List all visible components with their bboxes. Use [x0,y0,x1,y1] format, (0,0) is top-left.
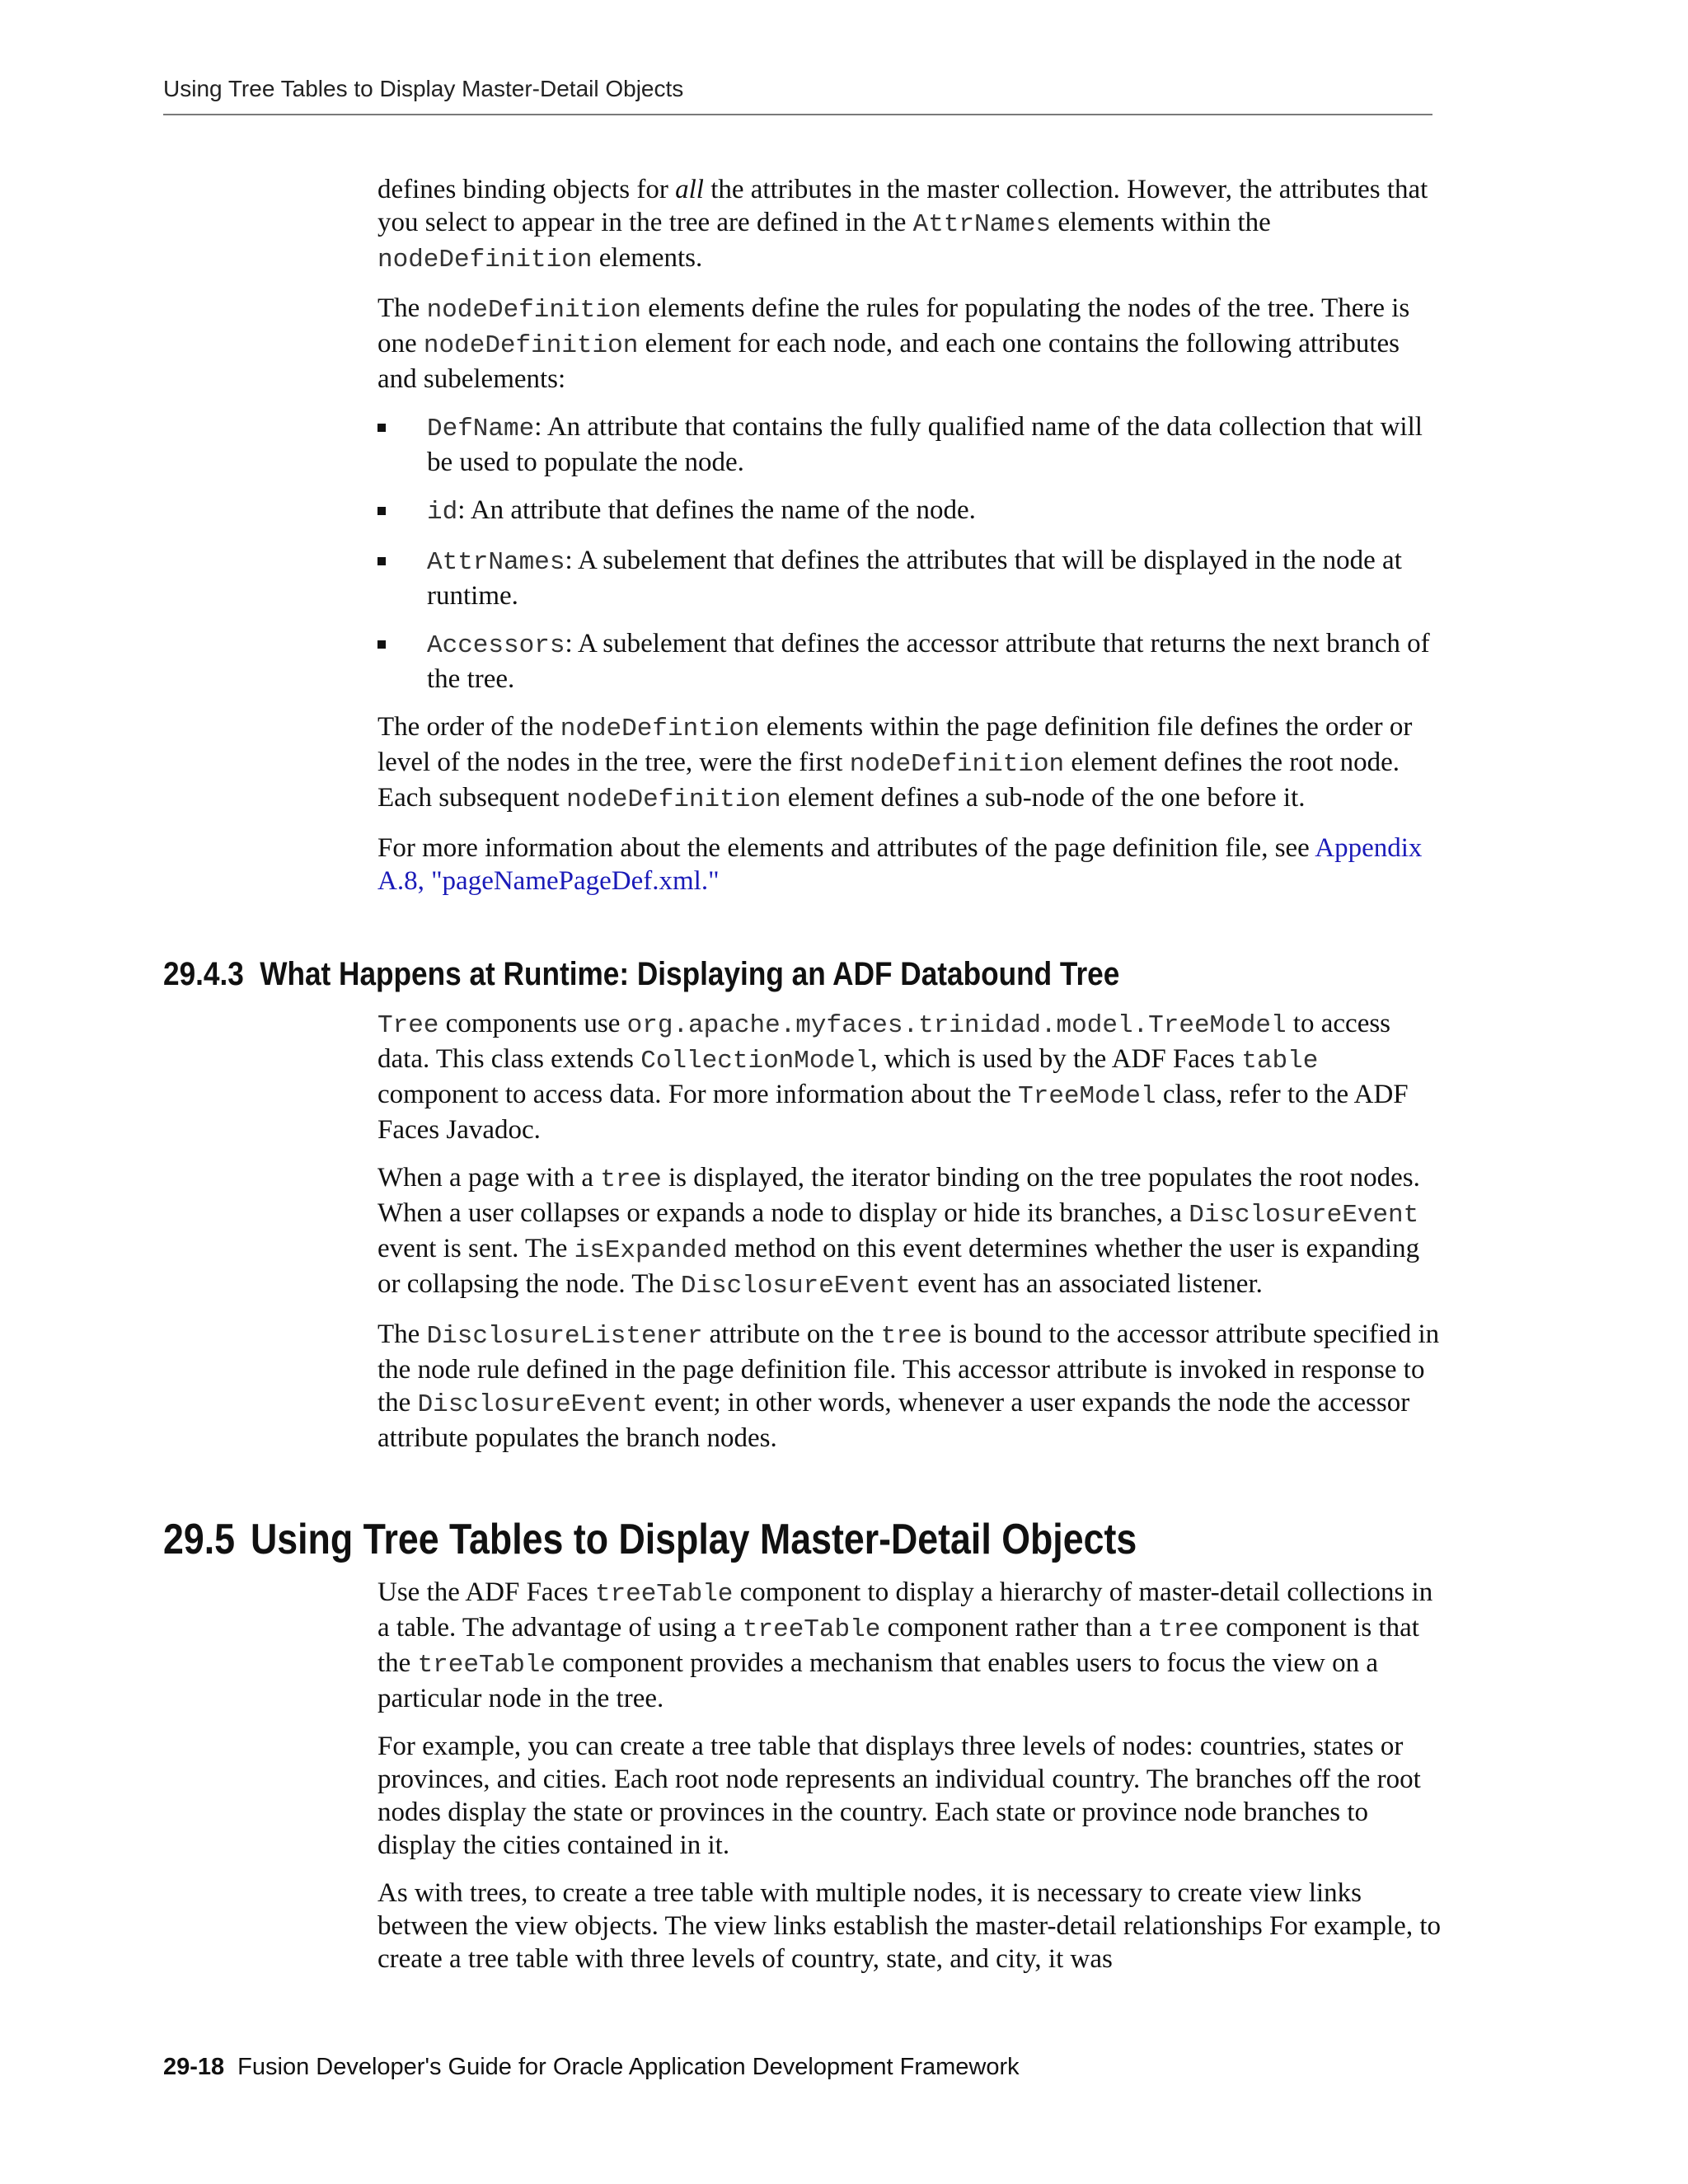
section-29-5-body [377,1576,1441,1975]
code-term: treeTable [742,1615,881,1644]
list-item: AttrNames: A subelement that defines the attributes that will be displayed in the node at runtime. [377,544,1441,612]
bullet-marker [377,557,386,565]
code-term: DisclosureEvent [680,1272,911,1301]
paragraph: The DisclosureListener attribute on the tree is bound to the accessor attribute specified in the node rule defined in the page definition file. This accessor attribute is invoked in response to the DisclosureEvent event; in other words, whenever a user expands the node the accessor attribute populates the branch nodes. [377,1319,1440,1453]
code-term: tree [600,1165,662,1194]
code-term: nodeDefinition [423,331,639,360]
bullet-marker [377,424,386,432]
code-term: CollectionModel [640,1047,871,1076]
code-term: Accessors [427,631,565,660]
page-number: 29-18 [163,2054,225,2080]
continued-text-block [377,173,1441,898]
code-term: isExpanded [574,1236,728,1265]
bullet-marker [377,507,386,515]
code-term: AttrNames [427,548,565,577]
code-term: nodeDefintion [560,715,760,743]
paragraph: When a page with a tree is displayed, the iterator binding on the tree populates the root nodes. When a user collapses or expands a node to display or hide its branches, a DisclosureEvent event is sent. The isExpanded method on this event determines whether the user is expanding or collapsing the node. The DisclosureEvent event has an associated listener. [377,1163,1420,1301]
list-item: DefName: An attribute that contains the fully qualified name of the data collection that will be used to populate the node. [377,410,1441,479]
paragraph: Tree components use org.apache.myfaces.trinidad.model.TreeModel to access data. This class extends CollectionModel, which is used by the ADF Faces table component to access data. For more information about the TreeModel class, refer to the ADF Faces Javadoc. [377,1009,1409,1145]
code-term: DisclosureEvent [417,1390,648,1419]
code-term: nodeDefinition [849,750,1065,779]
code-term: treeTable [594,1580,734,1609]
code-term: Tree [377,1011,439,1040]
code-term: tree [1157,1615,1220,1644]
code-term: DisclosureListener [426,1322,703,1351]
code-term: TreeModel [1018,1082,1156,1111]
section-heading-29-4-3: 29.4.3 What Happens at Runtime: Displaying an ADF Databound Tree [163,956,1120,992]
code-term: treeTable [417,1651,556,1680]
code-term: nodeDefinition [566,785,781,814]
code-term: nodeDefinition [377,246,593,274]
code-term: org.apache.myfaces.trinidad.model.TreeModel [626,1011,1287,1040]
code-term: id [427,498,458,527]
bullet-marker [377,640,386,649]
code-term: DisclosureEvent [1189,1201,1419,1230]
list-item: Accessors: A subelement that defines the accessor attribute that returns the next branch of the tree. [377,627,1441,696]
code-term: DefName [427,415,535,443]
paragraph: The order of the nodeDefintion elements within the page definition file defines the order or level of the nodes in the tree, were the first nodeDefinition element defines the root node. Each subsequent nodeDefinition element defines a sub-node of the one before it. [377,712,1413,814]
paragraph: As with trees, to create a tree table with multiple nodes, it is necessary to create view links between the view objects. The view links establish the master-detail relationships For example, to create a tree table with three levels of country, state, and city, it was [377,1878,1441,1974]
emphasis: all [675,175,704,204]
paragraph: The nodeDefinition elements define the rules for populating the nodes of the tree. There is one nodeDefinition element for each node, and each one contains the following attributes and subelements: [377,293,1410,394]
code-term: nodeDefinition [426,296,642,325]
page-footer [163,2054,1020,2081]
code-term: table [1241,1047,1319,1076]
paragraph: For example, you can create a tree table that displays three levels of nodes: countries, states or provinces, and cities. Each root node represents an individual country. The branches off the root nodes display the state or provinces in the country. Each state or province node branches to display the cities contained in it. [377,1732,1421,1860]
paragraph: Use the ADF Faces treeTable component to display a hierarchy of master-detail collections in a table. The advantage of using a treeTable component rather than a tree component is that the treeTable component provides a mechanism that enables users to focus the view on a particular node in the tree. [377,1577,1433,1713]
section-heading-29-5: 29.5 Using Tree Tables to Display Master-Detail Objects [163,1516,1137,1563]
paragraph: defines binding objects for all the attributes in the master collection. However, the attributes that you select to appear in the tree are defined in the AttrNames elements within the nodeDefinition elements. [377,175,1428,274]
code-term: AttrNames [912,210,1052,239]
paragraph: For more information about the elements and attributes of the page definition file, see Appendix A.8, "pageNamePageDef.xml." [377,833,1423,896]
book-title: Fusion Developer's Guide for Oracle Application Development Framework [237,2054,1020,2080]
running-header: Using Tree Tables to Display Master-Detail Objects [163,76,1432,115]
appendix-link[interactable]: Appendix A.8, "pageNamePageDef.xml." [377,833,1423,896]
section-29-4-3-body [377,1007,1441,1455]
code-term: tree [880,1322,943,1351]
list-item: id: An attribute that defines the name of the node. [377,494,1441,529]
